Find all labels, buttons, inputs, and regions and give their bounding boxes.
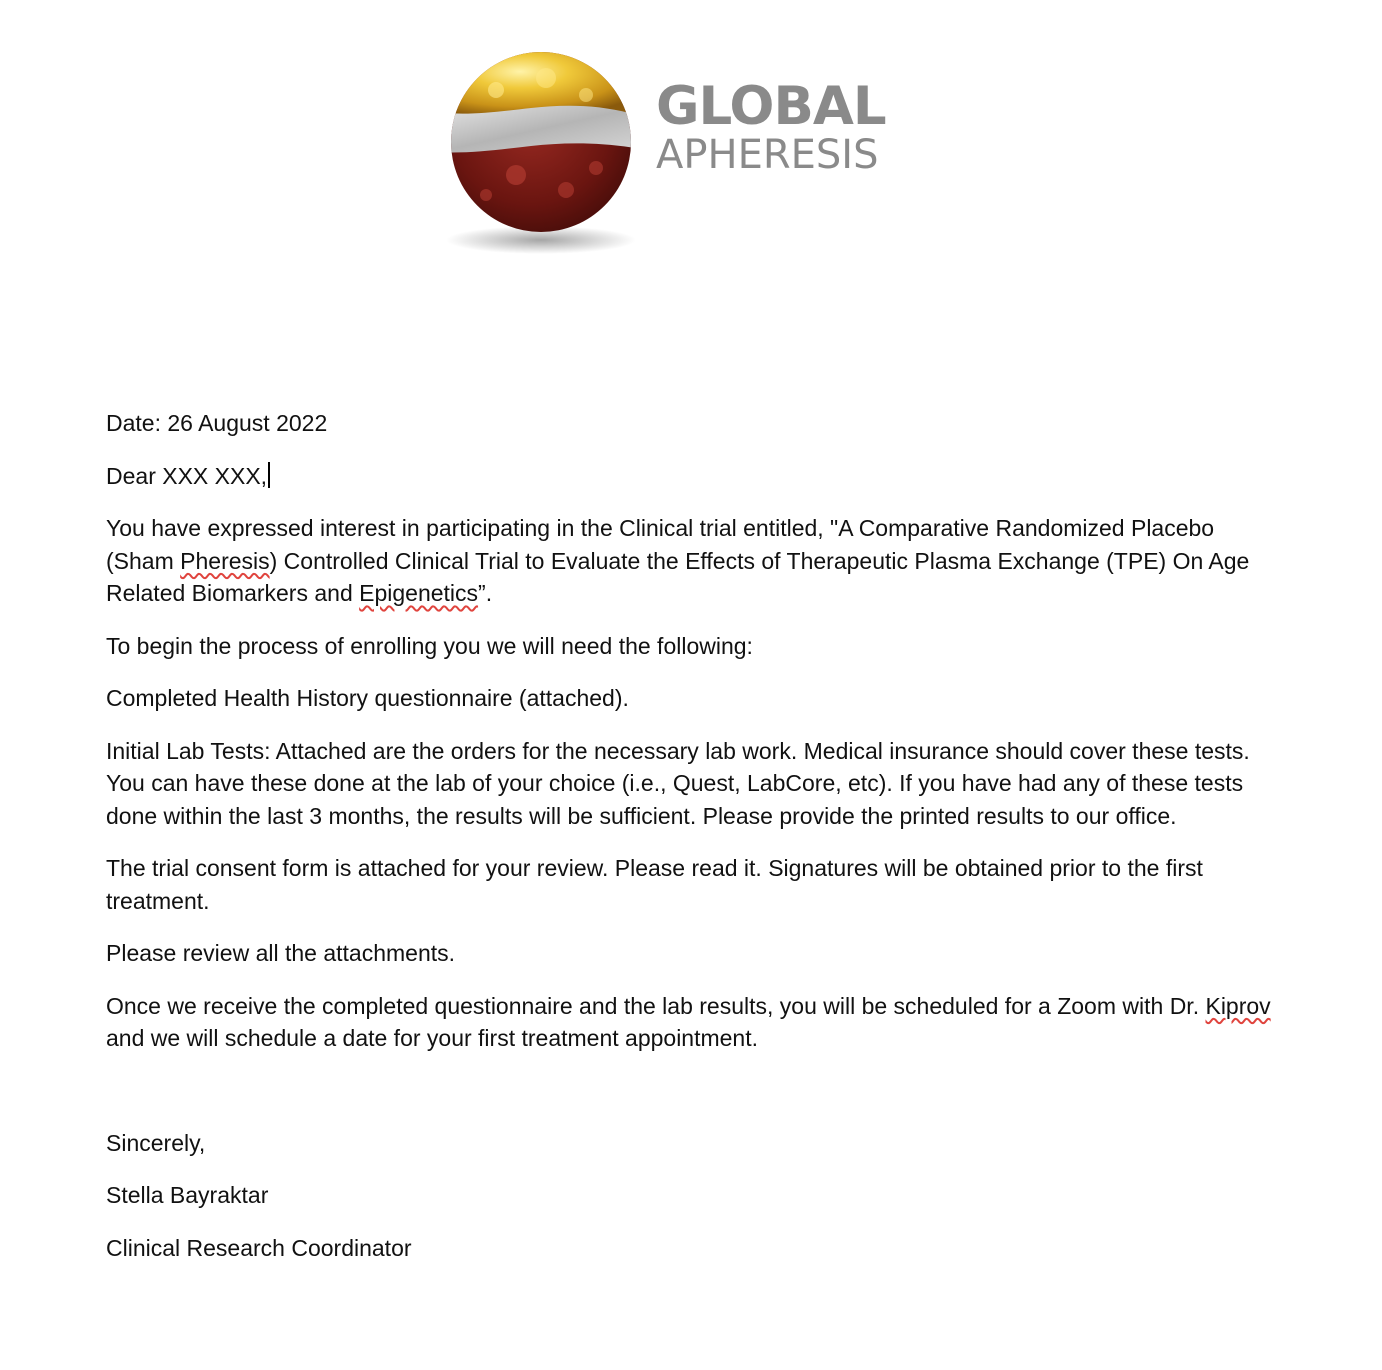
paragraph-attachments: Please review all the attachments. [106,940,456,966]
logo-word-global: GLOBAL [656,76,886,137]
date-text: Date: 26 August 2022 [106,410,328,436]
intro-text-1: You have expressed interest in participating in the Clinical trial entitled, "A Comparative Randomized Placebo (Sham [106,515,1215,574]
greeting-text: Dear XXX XXX, [106,462,268,489]
paragraph-questionnaire: Completed Health History questionnaire (attached). [106,685,629,711]
logo-word-apheresis: APHERESIS [656,132,879,178]
logo-wordmark [656,76,886,178]
paragraph-intro [106,512,1281,610]
intro-text-3: ”. [478,580,493,606]
signer-title: Clinical Research Coordinator [106,1234,412,1261]
paragraph-lab-tests: Initial Lab Tests: Attached are the orders for the necessary lab work. Medical insurance should cover these tests. You can have these done at the lab of your choice (i.e., Quest, LabCore, etc). If you have had any of these tests done within the last 3 months, the results will be sufficient. Please provide the printed results to our office. [106,737,1250,829]
paragraph-requirements: To begin the process of enrolling you we will need the following: [106,632,753,659]
paragraph-consent: The trial consent form is attached for your review. Please read it. Signatures will be obtained prior to the first treatment. [106,855,1203,914]
next-steps-text-1: Once we receive the completed questionnaire and the lab results, you will be scheduled for a Zoom with Dr. [106,992,1206,1019]
text-cursor [268,462,270,488]
logo-sphere-icon [436,50,646,260]
company-logo [436,50,906,260]
letter-date [106,407,1281,440]
next-steps-text-2: and we will schedule a date for your first treatment appointment. [106,1025,759,1051]
intro-text-2: ) Controlled Clinical Trial to Evaluate the Effects of Therapeutic Plasma Exchange (TPE) On Age Related Biomarkers and [106,547,1250,606]
paragraph-next-steps [106,990,1281,1055]
letter-greeting[interactable] [106,460,1281,493]
letter-closing: Sincerely, [106,1129,206,1156]
misspelled-word-epigenetics[interactable]: Epigenetics [359,580,479,606]
misspelled-word-pheresis[interactable]: Pheresis [180,547,270,574]
signer-name: Stella Bayraktar [106,1182,269,1208]
letter-body [106,407,1281,1284]
spacer [106,1075,1281,1127]
misspelled-word-kiprov[interactable]: Kiprov [1205,992,1271,1019]
